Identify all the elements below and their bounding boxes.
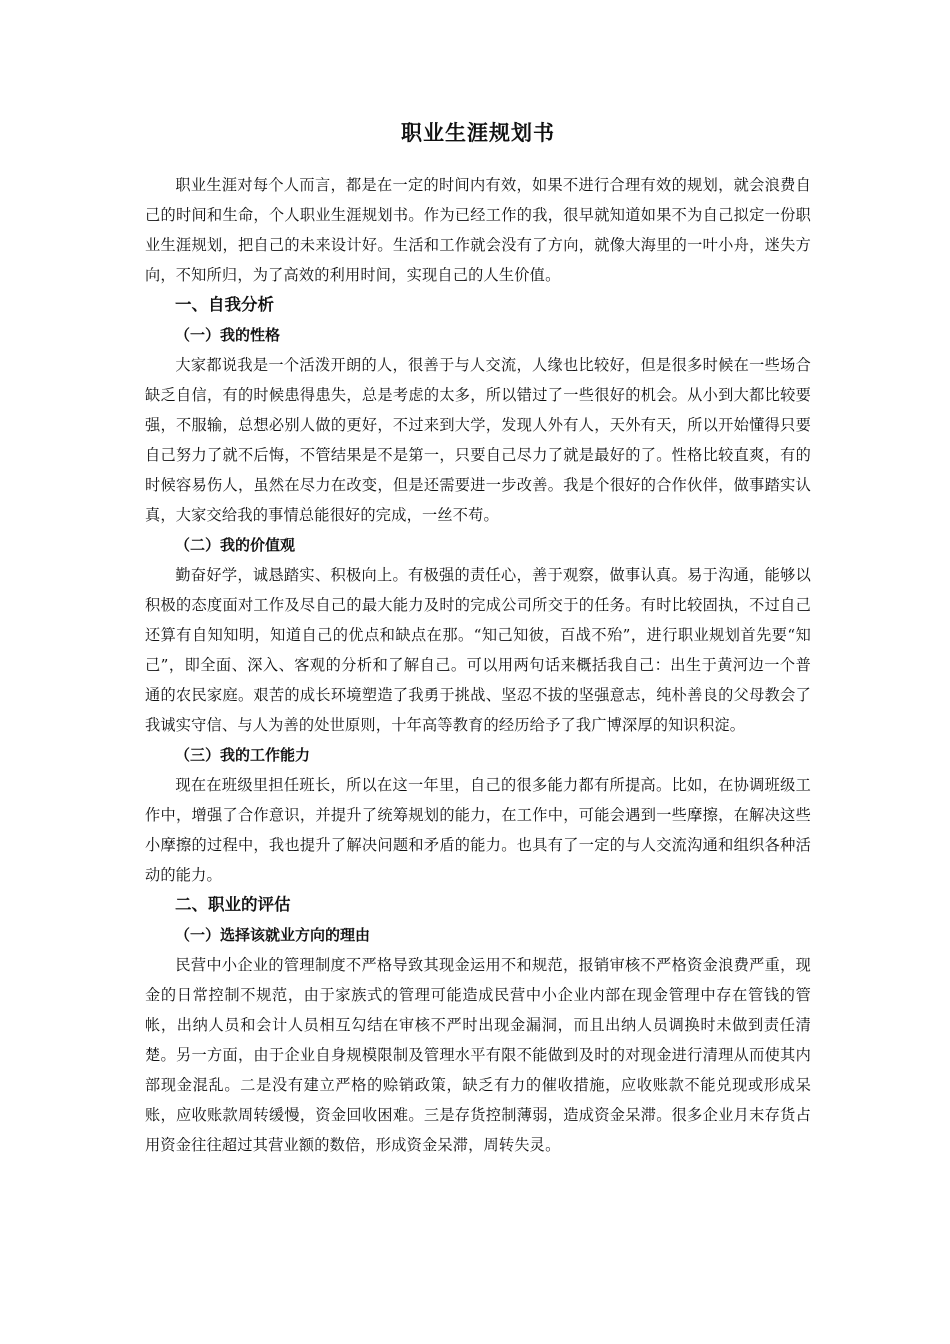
personality-paragraph: 大家都说我是一个活泼开朗的人，很善于与人交流，人缘也比较好，但是很多时候在一些场合缺乏自信，有的时候患得患失，总是考虑的太多，所以错过了一些很好的机会。从小到大都比较要强，不服输，总想必别人做的更好，不过来到大学，发现人外有人，天外有天，所以开始懂得只要自己努力了就不后悔，不管结果是不是第一，只要自己尽力了就是最好的了。性格比较直爽，有的时候容易伤人，虽然在尽力在改变，但是还需要进一步改善。我是个很好的合作伙伴，做事踏实认真，大家交给我的事情总能很好的完成，一丝不苟。 <box>145 356 811 524</box>
document-page <box>145 118 811 1160</box>
section-heading-self-analysis: 一、自我分析 <box>175 295 274 314</box>
subsection-heading-personality: （一）我的性格 <box>175 326 281 344</box>
career-reason-paragraph: 民营中小企业的管理制度不严格导致其现金运用不和规范，报销审核不严格资金浪费严重，现金的日常控制不规范，由于家族式的管理可能造成民营中小企业内部在现金管理中存在管钱的管帐，出纳人员和会计人员相互勾结在审核不严时出现金漏洞，而且出纳人员调换时未做到责任清楚。另一方面，由于企业自身规模限制及管理水平有限不能做到及时的对现金进行清理从而使其内部现金混乱。二是没有建立严格的赊销政策，缺乏有力的催收措施，应收账款不能兑现或形成呆账，应收账款周转缓慢，资金回收困难。三是存货控制薄弱，造成资金呆滞。很多企业月末存货占用资金往往超过其营业额的数倍，形成资金呆滞，周转失灵。 <box>145 956 811 1154</box>
document-title: 职业生涯规划书 <box>401 121 555 145</box>
intro-paragraph: 职业生涯对每个人而言，都是在一定的时间内有效，如果不进行合理有效的规划，就会浪费自己的时间和生命，个人职业生涯规划书。作为已经工作的我，很早就知道如果不为自己拟定一份职业生涯规划，把自己的未来设计好。生活和工作就会没有了方向，就像大海里的一叶小舟，迷失方向，不知所归，为了高效的利用时间，实现自己的人生价值。 <box>145 176 811 284</box>
work-ability-paragraph: 现在在班级里担任班长，所以在这一年里，自己的很多能力都有所提高。比如，在协调班级工作中，增强了合作意识，并提升了统筹规划的能力，在工作中，可能会遇到一些摩擦，在解决这些小摩擦的过程中，我也提升了解决问题和矛盾的能力。也具有了一定的与人交流沟通和组织各种活动的能力。 <box>145 776 811 884</box>
values-paragraph: 勤奋好学，诚恳踏实、积极向上。有极强的责任心，善于观察，做事认真。易于沟通，能够以积极的态度面对工作及尽自己的最大能力及时的完成公司所交于的任务。有时比较固执，不过自己还算有自知知明，知道自己的优点和缺点在那。“知己知彼，百战不殆”，进行职业规划首先要“知己”，即全面、深入、客观的分析和了解自己。可以用两句话来概括我自己：出生于黄河边一个普通的农民家庭。艰苦的成长环境塑造了我勇于挑战、坚忍不拔的坚强意志，纯朴善良的父母教会了我诚实守信、与人为善的处世原则，十年高等教育的经历给予了我广博深厚的知识积淀。 <box>145 566 811 734</box>
subsection-heading-career-reason: （一）选择该就业方向的理由 <box>175 926 371 944</box>
subsection-heading-values: （二）我的价值观 <box>175 536 296 554</box>
subsection-heading-work-ability: （三）我的工作能力 <box>175 746 311 764</box>
section-heading-career-evaluation: 二、职业的评估 <box>175 895 291 914</box>
